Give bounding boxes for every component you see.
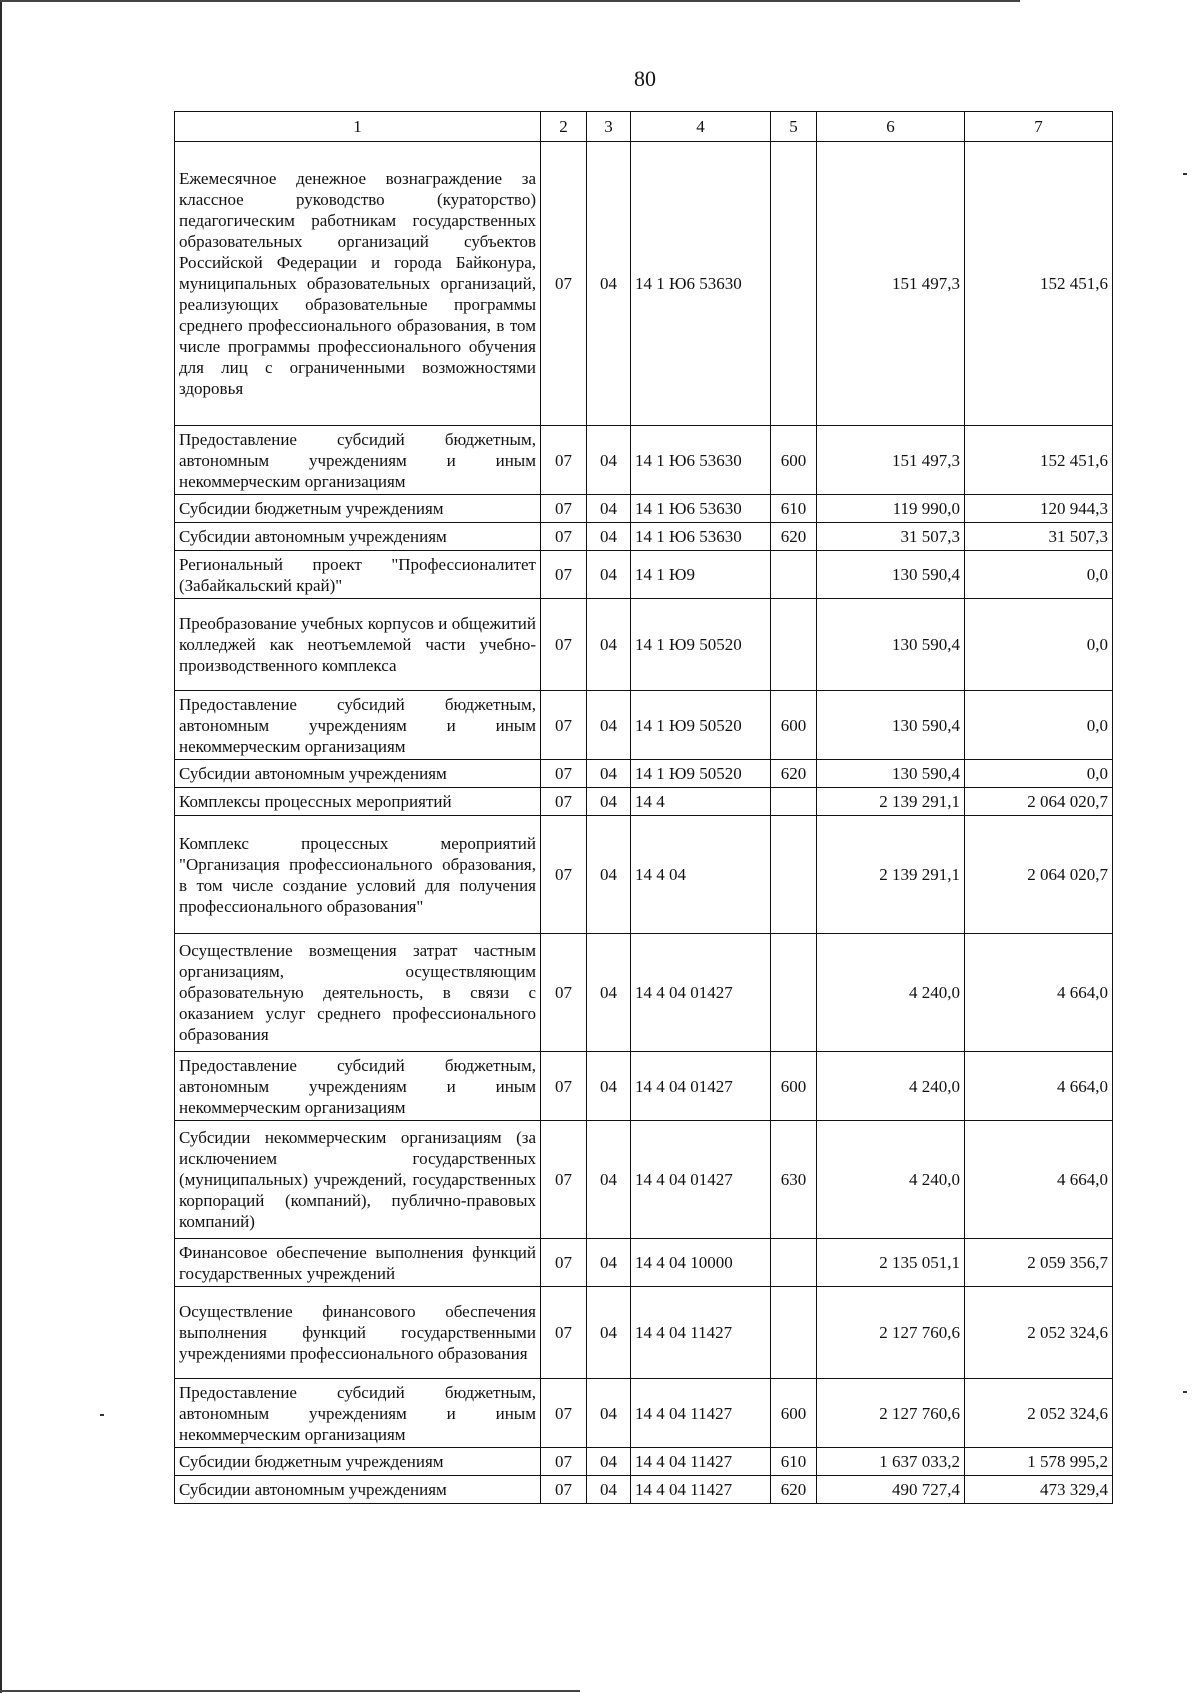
row-name-cell: Субсидии некоммерческим организациям (за исключением государственных (муниципальных) учреждений, государственных корпораций (компаний), публично-правовых компаний) <box>175 1121 541 1239</box>
amount-year1-cell: 1 637 033,2 <box>817 1448 965 1476</box>
column-header: 4 <box>631 112 771 142</box>
expense-type-cell <box>771 1239 817 1287</box>
expense-type-cell <box>771 142 817 426</box>
page-edge-top <box>0 0 1020 2</box>
row-name-cell: Субсидии автономным учреждениям <box>175 523 541 551</box>
subsection-code-cell: 04 <box>587 760 631 788</box>
section-code-cell: 07 <box>541 816 587 934</box>
subsection-code-cell: 04 <box>587 1239 631 1287</box>
row-name-cell: Осуществление финансового обеспечения выполнения функций государственными учреждениями профессионального образования <box>175 1287 541 1379</box>
expense-type-cell <box>771 934 817 1052</box>
expense-type-cell: 610 <box>771 495 817 523</box>
subsection-code-cell: 04 <box>587 816 631 934</box>
subsection-code-cell: 04 <box>587 934 631 1052</box>
table-row <box>175 1239 1113 1287</box>
row-name-cell: Предоставление субсидий бюджетным, автономным учреждениям и иным некоммерческим организациям <box>175 1052 541 1121</box>
amount-year1-cell: 119 990,0 <box>817 495 965 523</box>
expense-type-cell: 600 <box>771 691 817 760</box>
amount-year1-cell: 151 497,3 <box>817 426 965 495</box>
subsection-code-cell: 04 <box>587 1052 631 1121</box>
amount-year1-cell: 4 240,0 <box>817 1121 965 1239</box>
amount-year2-cell: 0,0 <box>965 599 1113 691</box>
target-article-cell: 14 4 04 11427 <box>631 1448 771 1476</box>
expense-type-cell: 630 <box>771 1121 817 1239</box>
scan-mark <box>1183 1391 1187 1393</box>
subsection-code-cell: 04 <box>587 1448 631 1476</box>
table-row <box>175 816 1113 934</box>
amount-year1-cell: 130 590,4 <box>817 691 965 760</box>
table-row <box>175 1476 1113 1504</box>
section-code-cell: 07 <box>541 426 587 495</box>
subsection-code-cell: 04 <box>587 495 631 523</box>
subsection-code-cell: 04 <box>587 1287 631 1379</box>
amount-year2-cell: 31 507,3 <box>965 523 1113 551</box>
table-row <box>175 551 1113 599</box>
table-row <box>175 1052 1113 1121</box>
section-code-cell: 07 <box>541 788 587 816</box>
expense-type-cell <box>771 1287 817 1379</box>
row-name-cell: Региональный проект "Профессионалитет (Забайкальский край)" <box>175 551 541 599</box>
target-article-cell: 14 4 04 01427 <box>631 1121 771 1239</box>
expense-type-cell <box>771 788 817 816</box>
target-article-cell: 14 4 04 10000 <box>631 1239 771 1287</box>
row-name-cell: Субсидии автономным учреждениям <box>175 1476 541 1504</box>
subsection-code-cell: 04 <box>587 142 631 426</box>
expense-type-cell: 610 <box>771 1448 817 1476</box>
row-name-cell: Финансовое обеспечение выполнения функций государственных учреждений <box>175 1239 541 1287</box>
table-row <box>175 1379 1113 1448</box>
column-header: 6 <box>817 112 965 142</box>
scan-mark <box>100 1414 104 1416</box>
column-header: 3 <box>587 112 631 142</box>
subsection-code-cell: 04 <box>587 691 631 760</box>
section-code-cell: 07 <box>541 691 587 760</box>
table-row <box>175 599 1113 691</box>
target-article-cell: 14 1 Ю9 50520 <box>631 599 771 691</box>
table-row <box>175 934 1113 1052</box>
budget-table <box>174 111 1113 1504</box>
amount-year2-cell: 120 944,3 <box>965 495 1113 523</box>
amount-year1-cell: 2 135 051,1 <box>817 1239 965 1287</box>
table-row <box>175 1448 1113 1476</box>
subsection-code-cell: 04 <box>587 1121 631 1239</box>
target-article-cell: 14 4 04 11427 <box>631 1287 771 1379</box>
row-name-cell: Предоставление субсидий бюджетным, автономным учреждениям и иным некоммерческим организациям <box>175 691 541 760</box>
section-code-cell: 07 <box>541 1052 587 1121</box>
expense-type-cell <box>771 551 817 599</box>
expense-type-cell <box>771 816 817 934</box>
target-article-cell: 14 4 04 <box>631 816 771 934</box>
target-article-cell: 14 1 Ю6 53630 <box>631 142 771 426</box>
subsection-code-cell: 04 <box>587 788 631 816</box>
expense-type-cell: 620 <box>771 760 817 788</box>
scan-mark <box>1183 173 1187 175</box>
page-edge-bottom <box>0 1690 580 1692</box>
amount-year1-cell: 2 139 291,1 <box>817 788 965 816</box>
expense-type-cell <box>771 599 817 691</box>
column-header: 7 <box>965 112 1113 142</box>
amount-year1-cell: 31 507,3 <box>817 523 965 551</box>
target-article-cell: 14 4 04 01427 <box>631 1052 771 1121</box>
subsection-code-cell: 04 <box>587 426 631 495</box>
amount-year2-cell: 4 664,0 <box>965 1121 1113 1239</box>
amount-year1-cell: 2 139 291,1 <box>817 816 965 934</box>
row-name-cell: Комплексы процессных мероприятий <box>175 788 541 816</box>
target-article-cell: 14 4 <box>631 788 771 816</box>
row-name-cell: Ежемесячное денежное вознаграждение за классное руководство (кураторство) педагогическим работникам государственных образовательных организаций субъектов Российской Федерации и города Байконура, муниципальных образовательных организаций, реализующих образовательные программы среднего профессионального образования, в том числе программы профессионального обучения для лиц с ограниченными возможностями здоровья <box>175 142 541 426</box>
subsection-code-cell: 04 <box>587 599 631 691</box>
target-article-cell: 14 1 Ю6 53630 <box>631 426 771 495</box>
amount-year1-cell: 4 240,0 <box>817 1052 965 1121</box>
row-name-cell: Предоставление субсидий бюджетным, автономным учреждениям и иным некоммерческим организациям <box>175 426 541 495</box>
amount-year1-cell: 151 497,3 <box>817 142 965 426</box>
amount-year2-cell: 0,0 <box>965 551 1113 599</box>
amount-year1-cell: 2 127 760,6 <box>817 1287 965 1379</box>
table-row <box>175 523 1113 551</box>
section-code-cell: 07 <box>541 760 587 788</box>
table-row <box>175 1121 1113 1239</box>
amount-year2-cell: 152 451,6 <box>965 142 1113 426</box>
section-code-cell: 07 <box>541 1287 587 1379</box>
section-code-cell: 07 <box>541 1476 587 1504</box>
row-name-cell: Комплекс процессных мероприятий "Организация профессионального образования, в том числе создание условий для получения профессионального образования" <box>175 816 541 934</box>
row-name-cell: Преобразование учебных корпусов и общежитий колледжей как неотъемлемой части учебно-производственного комплекса <box>175 599 541 691</box>
subsection-code-cell: 04 <box>587 1379 631 1448</box>
subsection-code-cell: 04 <box>587 551 631 599</box>
row-name-cell: Предоставление субсидий бюджетным, автономным учреждениям и иным некоммерческим организациям <box>175 1379 541 1448</box>
amount-year2-cell: 0,0 <box>965 760 1113 788</box>
row-name-cell: Осуществление возмещения затрат частным организациям, осуществляющим образовательную деятельность, в связи с оказанием услуг среднего профессионального образования <box>175 934 541 1052</box>
column-header: 1 <box>175 112 541 142</box>
target-article-cell: 14 4 04 11427 <box>631 1476 771 1504</box>
amount-year1-cell: 130 590,4 <box>817 599 965 691</box>
amount-year2-cell: 4 664,0 <box>965 934 1113 1052</box>
target-article-cell: 14 1 Ю6 53630 <box>631 495 771 523</box>
amount-year2-cell: 0,0 <box>965 691 1113 760</box>
expense-type-cell: 620 <box>771 523 817 551</box>
section-code-cell: 07 <box>541 495 587 523</box>
amount-year1-cell: 4 240,0 <box>817 934 965 1052</box>
table-row <box>175 1287 1113 1379</box>
target-article-cell: 14 1 Ю6 53630 <box>631 523 771 551</box>
table-row <box>175 788 1113 816</box>
row-name-cell: Субсидии бюджетным учреждениям <box>175 495 541 523</box>
target-article-cell: 14 1 Ю9 50520 <box>631 691 771 760</box>
section-code-cell: 07 <box>541 1239 587 1287</box>
target-article-cell: 14 4 04 01427 <box>631 934 771 1052</box>
section-code-cell: 07 <box>541 523 587 551</box>
amount-year1-cell: 130 590,4 <box>817 551 965 599</box>
page-number: 80 <box>634 66 656 91</box>
expense-type-cell: 600 <box>771 1379 817 1448</box>
section-code-cell: 07 <box>541 551 587 599</box>
section-code-cell: 07 <box>541 142 587 426</box>
amount-year2-cell: 2 064 020,7 <box>965 788 1113 816</box>
amount-year2-cell: 2 064 020,7 <box>965 816 1113 934</box>
amount-year1-cell: 2 127 760,6 <box>817 1379 965 1448</box>
table-header-row <box>175 112 1113 142</box>
expense-type-cell: 620 <box>771 1476 817 1504</box>
row-name-cell: Субсидии бюджетным учреждениям <box>175 1448 541 1476</box>
table-row <box>175 495 1113 523</box>
amount-year2-cell: 1 578 995,2 <box>965 1448 1113 1476</box>
section-code-cell: 07 <box>541 1121 587 1239</box>
amount-year2-cell: 473 329,4 <box>965 1476 1113 1504</box>
table-row <box>175 691 1113 760</box>
target-article-cell: 14 4 04 11427 <box>631 1379 771 1448</box>
expense-type-cell: 600 <box>771 1052 817 1121</box>
table-row <box>175 760 1113 788</box>
table-row <box>175 426 1113 495</box>
table-row <box>175 142 1113 426</box>
section-code-cell: 07 <box>541 1379 587 1448</box>
target-article-cell: 14 1 Ю9 50520 <box>631 760 771 788</box>
column-header: 2 <box>541 112 587 142</box>
amount-year2-cell: 152 451,6 <box>965 426 1113 495</box>
target-article-cell: 14 1 Ю9 <box>631 551 771 599</box>
page-edge-left <box>0 0 2 1693</box>
amount-year2-cell: 4 664,0 <box>965 1052 1113 1121</box>
subsection-code-cell: 04 <box>587 1476 631 1504</box>
row-name-cell: Субсидии автономным учреждениям <box>175 760 541 788</box>
column-header: 5 <box>771 112 817 142</box>
amount-year2-cell: 2 052 324,6 <box>965 1379 1113 1448</box>
section-code-cell: 07 <box>541 1448 587 1476</box>
expense-type-cell: 600 <box>771 426 817 495</box>
amount-year2-cell: 2 052 324,6 <box>965 1287 1113 1379</box>
subsection-code-cell: 04 <box>587 523 631 551</box>
amount-year1-cell: 130 590,4 <box>817 760 965 788</box>
section-code-cell: 07 <box>541 934 587 1052</box>
amount-year2-cell: 2 059 356,7 <box>965 1239 1113 1287</box>
section-code-cell: 07 <box>541 599 587 691</box>
amount-year1-cell: 490 727,4 <box>817 1476 965 1504</box>
